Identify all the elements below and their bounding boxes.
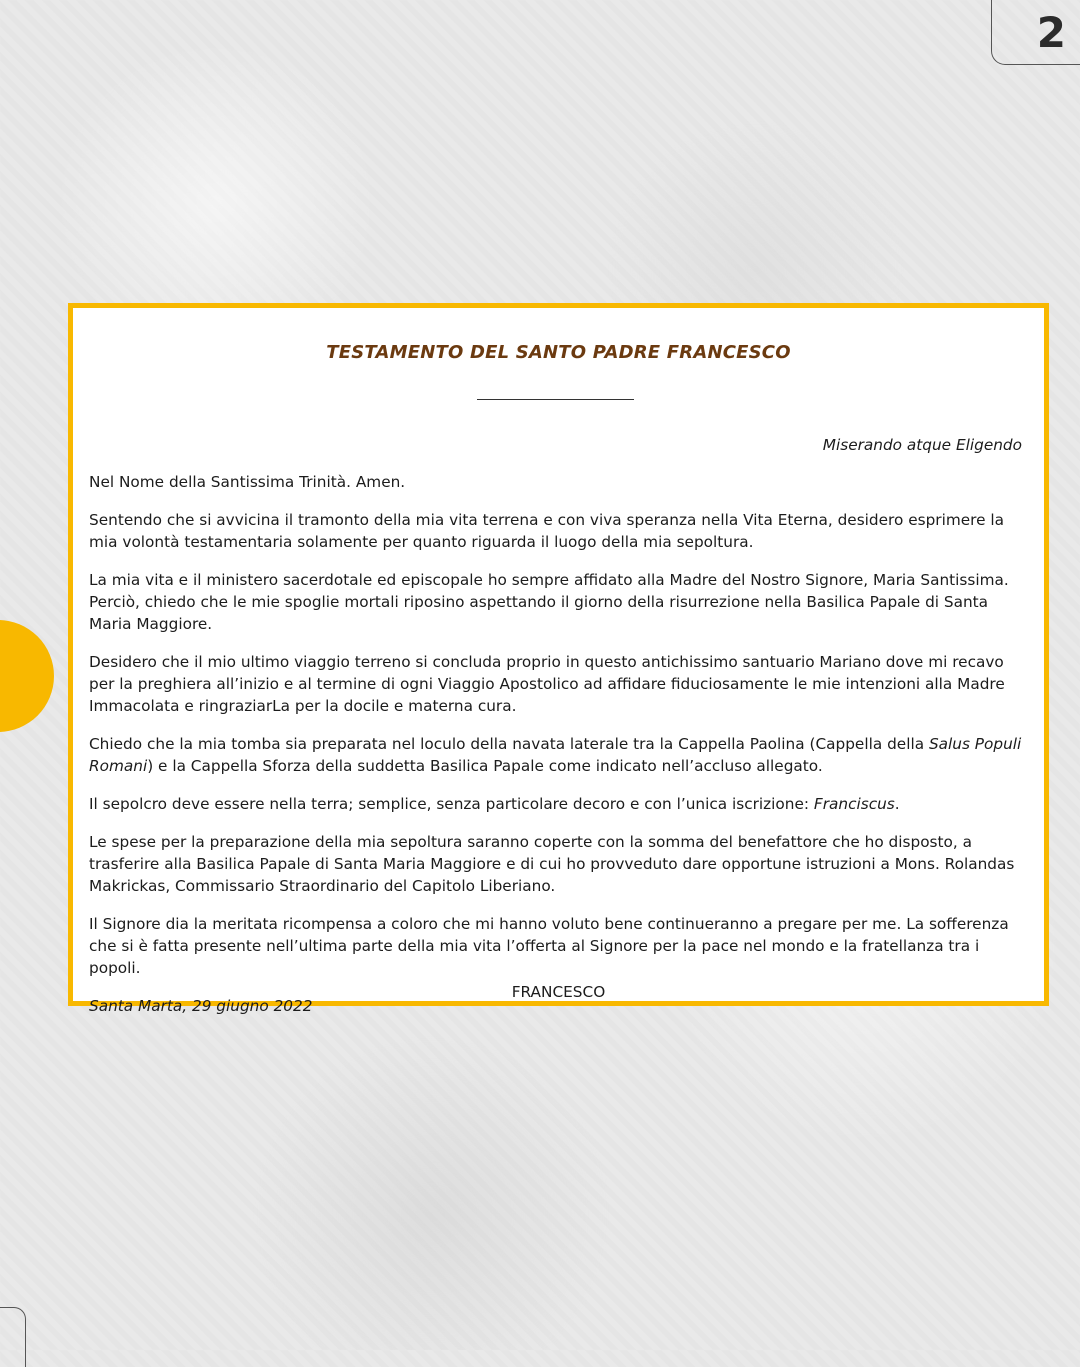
salus-populi-romani: Salus Populi Romani [89, 735, 1022, 775]
decorative-circle [0, 620, 54, 732]
paragraph-closing: Il Signore dia la meritata ricompensa a coloro che mi hanno voluto bene continueranno a pregare per me. La sofferenza che si è fatta presente nell’ultima parte della mia vita l’offerta al Signore per la pace nel mondo e la fratellanza tra i popoli. [89, 915, 1009, 977]
paragraph-sepulchre-text-b: . [894, 795, 900, 813]
paragraph-tomb-text-a: Chiedo che la mia tomba sia preparata nel loculo della navata laterale tra la Cappella Paolina (Cappella della [89, 735, 929, 753]
signature: FRANCESCO [511, 983, 606, 1001]
paragraph-tomb-location [89, 733, 1022, 777]
decorative-corner [0, 1307, 26, 1367]
document-title: TESTAMENTO DEL SANTO PADRE FRANCESCO [326, 342, 791, 363]
paragraph-expenses: Le spese per la preparazione della mia sepoltura saranno coperte con la somma del benefattore che ho disposto, a trasferire alla Basilica Papale di Santa Maria Maggiore e di cui ho provveduto dare opportune istruzioni a Mons. Rolandas Makrickas, Commissario Straordinario del Capitolo Liberiano. [89, 833, 1015, 895]
testament-document [68, 303, 1049, 1015]
paragraph-burial-place: La mia vita e il ministero sacerdotale ed episcopale ho sempre affidato alla Madre del Nostro Signore, Maria Santissima. Perciò, chiedo che le mie spoglie mortali riposino aspettando il giorno della risurrezione nella Basilica Papale di Santa Maria Maggiore. [89, 571, 1009, 633]
document-body [89, 471, 1022, 1033]
paragraph-invocation: Nel Nome della Santissima Trinità. Amen. [89, 473, 406, 491]
paragraph-last-journey: Desidero che il mio ultimo viaggio terreno si concluda proprio in questo antichissimo santuario Mariano dove mi recavo per la preghiera all’inizio e al termine di ogni Viaggio Apostolico ad affidare fiduciosamente le mie intenzioni alla Madre Immacolata e ringraziarLa per la docile e materna cura. [89, 653, 1005, 715]
paragraph-tomb-text-b: ) e la Cappella Sforza della suddetta Basilica Papale come indicato nell’accluso allegato. [147, 757, 823, 775]
inscription-franciscus: Franciscus [813, 795, 895, 813]
document-date: Santa Marta, 29 giugno 2022 [89, 997, 313, 1015]
page-number: 2 [1036, 8, 1066, 57]
paragraph-sepulchre [89, 793, 1022, 815]
papal-motto: Miserando atque Eligendo [822, 436, 1022, 454]
title-divider [477, 399, 634, 400]
page-number-badge [991, 0, 1080, 65]
paragraph-intro: Sentendo che si avvicina il tramonto della mia vita terrena e con viva speranza nella Vita Eterna, desidero esprimere la mia volontà testamentaria solamente per quanto riguarda il luogo della mia sepoltura. [89, 511, 1005, 551]
paragraph-sepulchre-text-a: Il sepolcro deve essere nella terra; semplice, senza particolare decoro e con l’unica iscrizione: [89, 795, 814, 813]
